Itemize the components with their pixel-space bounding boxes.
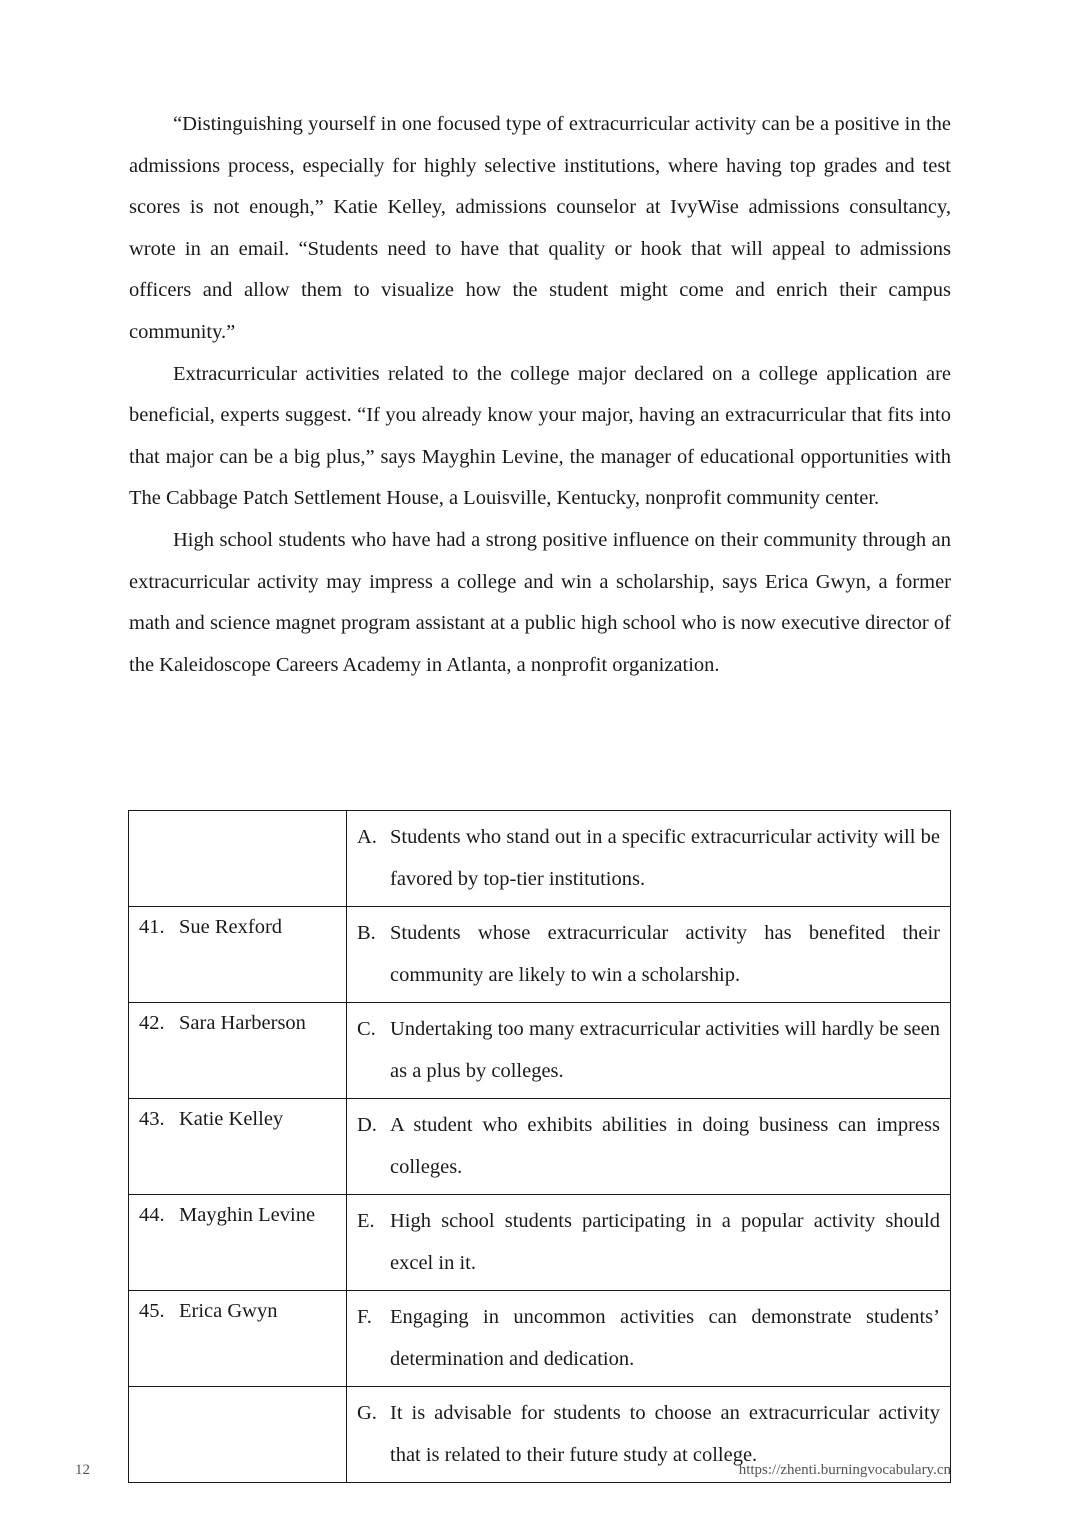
option-e [357, 1200, 940, 1284]
option-cell [347, 1099, 951, 1195]
option-text: Students whose extracurricular activity has benefited their community are likely to win a scholarship. [390, 922, 940, 986]
option-text: It is advisable for students to choose an extracurricular activity that is related to their future study at college. [390, 1402, 940, 1466]
question-number: 43. [139, 1108, 165, 1130]
question-number: 41. [139, 916, 165, 938]
option-a [357, 816, 940, 900]
person-name: Mayghin Levine [179, 1204, 316, 1226]
table-row [129, 907, 951, 1003]
option-text: High school students participating in a popular activity should excel in it. [390, 1210, 940, 1274]
table-row [129, 1099, 951, 1195]
person-name: Sue Rexford [179, 916, 283, 938]
option-cell [347, 907, 951, 1003]
table-row [129, 811, 951, 907]
person-cell [129, 1003, 347, 1099]
option-letter: G. [357, 1402, 377, 1424]
empty-cell [129, 1387, 347, 1483]
option-c [357, 1008, 940, 1092]
option-letter: D. [357, 1114, 377, 1136]
person-cell [129, 1099, 347, 1195]
option-text: Undertaking too many extracurricular activities will hardly be seen as a plus by colleges. [390, 1018, 940, 1082]
person-name: Erica Gwyn [179, 1300, 278, 1322]
option-letter: F. [357, 1306, 372, 1328]
table-row [129, 1195, 951, 1291]
question-number: 42. [139, 1012, 165, 1034]
option-text: A student who exhibits abilities in doing business can impress colleges. [390, 1114, 940, 1178]
person-cell [129, 1195, 347, 1291]
person-cell [129, 1291, 347, 1387]
passage [129, 104, 951, 686]
question-number: 45. [139, 1300, 165, 1322]
option-cell [347, 1291, 951, 1387]
option-letter: A. [357, 826, 377, 848]
option-f [357, 1296, 940, 1380]
option-b [357, 912, 940, 996]
question-number: 44. [139, 1204, 165, 1226]
option-text: Students who stand out in a specific extracurricular activity will be favored by top-tier institutions. [390, 826, 940, 890]
footer-url: https://zhenti.burningvocabulary.cn [738, 1462, 951, 1478]
person-cell [129, 907, 347, 1003]
person-name: Sara Harberson [179, 1012, 306, 1034]
option-d [357, 1104, 940, 1188]
option-cell [347, 1003, 951, 1099]
page-number: 12 [75, 1462, 90, 1478]
option-letter: B. [357, 922, 376, 944]
empty-cell [129, 811, 347, 907]
option-cell [347, 811, 951, 907]
option-text: Engaging in uncommon activities can demonstrate students’ determination and dedication. [390, 1306, 940, 1370]
option-letter: C. [357, 1018, 376, 1040]
matching-table [128, 810, 951, 1483]
table-row [129, 1003, 951, 1099]
option-cell [347, 1195, 951, 1291]
table-row [129, 1291, 951, 1387]
person-name: Katie Kelley [179, 1108, 284, 1130]
paragraph: “Distinguishing yourself in one focused type of extracurricular activity can be a positive in the admissions process, especially for highly selective institutions, where having top grades and test scores is not enough,” Katie Kelley, admissions counselor at IvyWise admissions consultancy, wrote in an email. “Students need to have that quality or hook that will appeal to admissions officers and allow them to visualize how the student might come and enrich their campus community.” [129, 113, 951, 343]
paragraph: High school students who have had a strong positive influence on their community through an extracurricular activity may impress a college and win a scholarship, says Erica Gwyn, a former math and science magnet program assistant at a public high school who is now executive director of the Kaleidoscope Careers Academy in Atlanta, a nonprofit organization. [129, 528, 951, 676]
paragraph: Extracurricular activities related to the college major declared on a college application are beneficial, experts suggest. “If you already know your major, having an extracurricular that fits into that major can be a big plus,” says Mayghin Levine, the manager of educational opportunities with The Cabbage Patch Settlement House, a Louisville, Kentucky, nonprofit community center. [129, 362, 951, 510]
option-letter: E. [357, 1210, 375, 1232]
